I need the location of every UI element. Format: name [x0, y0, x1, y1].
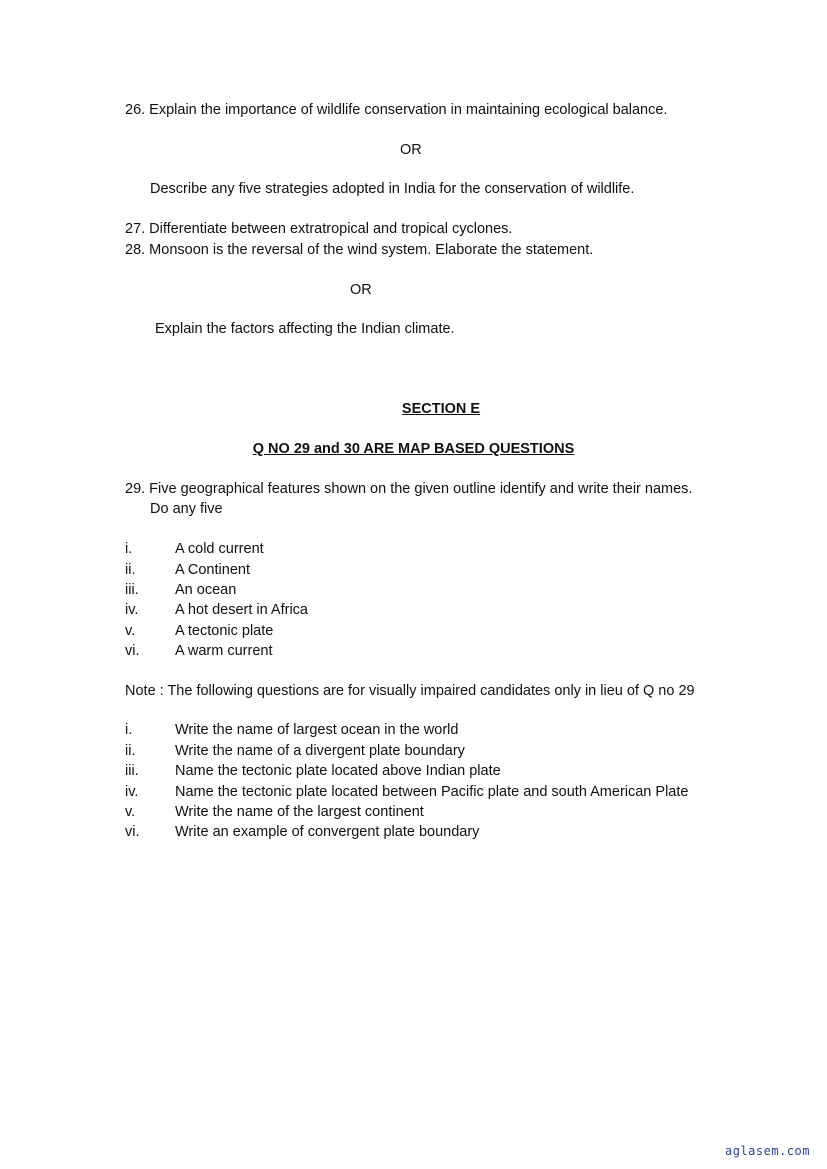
list-item-text: Name the tectonic plate located above Indian plate — [175, 763, 501, 779]
question-28-or: OR — [350, 282, 372, 298]
question-26-text: 26. Explain the importance of wildlife conservation in maintaining ecological balance. — [125, 102, 668, 118]
question-26-alternative: Describe any five strategies adopted in India for the conservation of wildlife. — [150, 181, 635, 197]
list-item-number: vi. — [125, 824, 140, 840]
note-text: Note : The following questions are for visually impaired candidates only in lieu of Q no 29 — [125, 683, 695, 699]
question-27-text: 27. Differentiate between extratropical and tropical cyclones. — [125, 221, 513, 237]
list-item-text: A tectonic plate — [175, 623, 274, 639]
question-29-line1: 29. Five geographical features shown on the given outline identify and write their names. — [125, 481, 693, 497]
section-title: SECTION E — [401, 401, 481, 417]
list-item-number: ii. — [125, 743, 136, 759]
list-item-number: iii. — [125, 763, 139, 779]
list-item-text: Write the name of the largest continent — [175, 804, 424, 820]
list-item-text: A hot desert in Africa — [175, 602, 308, 618]
list-item-text: Name the tectonic plate located between Pacific plate and south American Plate — [175, 784, 689, 800]
question-28-text: 28. Monsoon is the reversal of the wind system. Elaborate the statement. — [125, 242, 594, 258]
list-item-number: iii. — [125, 582, 139, 598]
list-item-text: A cold current — [175, 541, 264, 557]
question-28-alternative: Explain the factors affecting the Indian climate. — [155, 321, 455, 337]
section-subtitle: Q NO 29 and 30 ARE MAP BASED QUESTIONS — [252, 441, 575, 457]
list-item-number: ii. — [125, 562, 136, 578]
list-item-text: Write the name of a divergent plate boundary — [175, 743, 465, 759]
list-item-text: Write the name of largest ocean in the world — [175, 722, 459, 738]
list-item-number: v. — [125, 623, 136, 639]
watermark: aglasem.com — [725, 1144, 810, 1158]
list-item-number: vi. — [125, 643, 140, 659]
list-item-number: v. — [125, 804, 136, 820]
question-26-or: OR — [400, 142, 422, 158]
list-item-text: An ocean — [175, 582, 237, 598]
list-item-number: iv. — [125, 784, 139, 800]
list-item-text: A warm current — [175, 643, 273, 659]
list-item-number: iv. — [125, 602, 139, 618]
question-29-line2: Do any five — [150, 501, 223, 517]
list-item-number: i. — [125, 541, 133, 557]
list-item-text: Write an example of convergent plate boundary — [175, 824, 480, 840]
list-item-text: A Continent — [175, 562, 250, 578]
list-item-number: i. — [125, 722, 133, 738]
